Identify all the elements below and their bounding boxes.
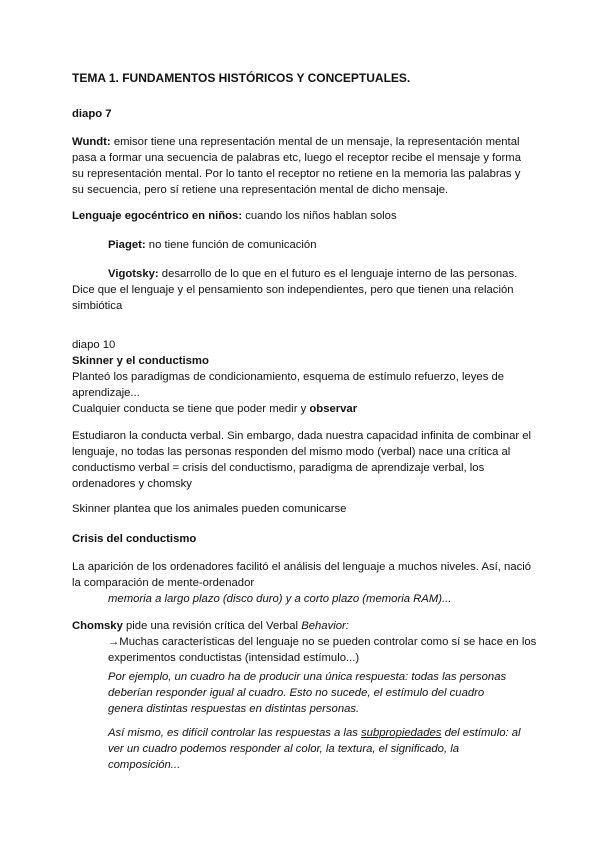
skinner-animals-paragraph: Skinner plantea que los animales pueden comunicarse (72, 503, 347, 515)
lenguaje-term: Lenguaje egocéntrico en niños: (72, 210, 243, 222)
section-label-diapo-7: diapo 7 (72, 108, 112, 120)
vigotsky-text-1: desarrollo de lo que en el futuro es el lenguaje interno de las personas. (158, 268, 518, 280)
piaget-term: Piaget: (108, 239, 146, 251)
asimismo-text-b: del estímulo: al ver un cuadro podemos responder al color, la textura, el significado, la composición... (108, 727, 521, 771)
vigotsky-term: Vigotsky: (108, 268, 159, 280)
chomsky-line (72, 618, 534, 634)
skinner-paragraph-2 (72, 401, 534, 417)
vigotsky-paragraph-continued: Dice que el lenguaje y el pensamiento son independientes, pero que tienen una relación simbiótica (72, 284, 514, 312)
skinner-heading: Skinner y el conductismo (72, 355, 209, 367)
lenguaje-egocentrico-paragraph (72, 208, 534, 224)
lenguaje-text: cuando los niños hablan solos (242, 210, 397, 222)
vigotsky-line (108, 266, 538, 282)
subpropiedades-underlined: subpropiedades (361, 727, 442, 739)
chomsky-text: pide una revisión crítica del Verbal (122, 620, 302, 632)
skinner-paragraph-1: Planteó los paradigmas de condicionamiento, esquema de estímulo refuerzo, leyes de aprendizaje... (72, 371, 505, 399)
piaget-text: no tiene función de comunicación (145, 239, 317, 251)
skinner-p2-text: Cualquier conducta se tiene que poder medir y (72, 403, 310, 415)
memoria-line: memoria a largo plazo (disco duro) y a corto plazo (memoria RAM)... (108, 593, 452, 605)
chomsky-arrow-paragraph: →Muchas características del lenguaje no se pueden controlar como sí se hace en los experimentos conductistas (intensidad estímulo...) (108, 636, 537, 664)
wundt-paragraph (72, 134, 534, 198)
asimismo-paragraph (108, 725, 522, 773)
wundt-term: Wundt: (72, 136, 111, 148)
piaget-paragraph (108, 237, 538, 253)
chomsky-term: Chomsky (72, 620, 123, 632)
wundt-text: emisor tiene una representación mental de un mensaje, la representación mental pasa a formar una secuencia de palabras etc, luego el receptor recibe el mensaje y forma su representación mental. Por lo tanto el receptor no retiene en la memoria las palabras y su secuencia, pero sí retiene una representación mental de dicho mensaje. (72, 136, 521, 196)
ejemplo-paragraph: Por ejemplo, un cuadro ha de producir una única respuesta: todas las personas deberían responder igual al cuadro. Esto no sucede, el estímulo del cuadro genera distintas respuestas en distintas personas. (108, 671, 507, 715)
conducta-verbal-paragraph: Estudiaron la conducta verbal. Sin embargo, dada nuestra capacidad infinita de combinar el lenguaje, no todas las personas responden del mismo modo (verbal) nace una crítica al conductismo verbal = crisis del conductismo, paradigma de aprendizaje verbal, los ordenadores y chomsky (72, 430, 532, 490)
observar-emphasis: observar (309, 403, 358, 415)
crisis-heading: Crisis del conductismo (72, 533, 197, 545)
ordenadores-paragraph: La aparición de los ordenadores facilitó el análisis del lenguaje a muchos niveles. Así, nació la comparación de mente-ordenador (72, 561, 532, 589)
page-title: TEMA 1. FUNDAMENTOS HISTÓRICOS Y CONCEPTUALES. (72, 71, 411, 85)
section-label-diapo-10: diapo 10 (72, 339, 116, 351)
asimismo-text-a: Así mismo, es difícil controlar las respuestas a las (108, 727, 362, 739)
chomsky-behavior: Behavior: (301, 620, 349, 632)
